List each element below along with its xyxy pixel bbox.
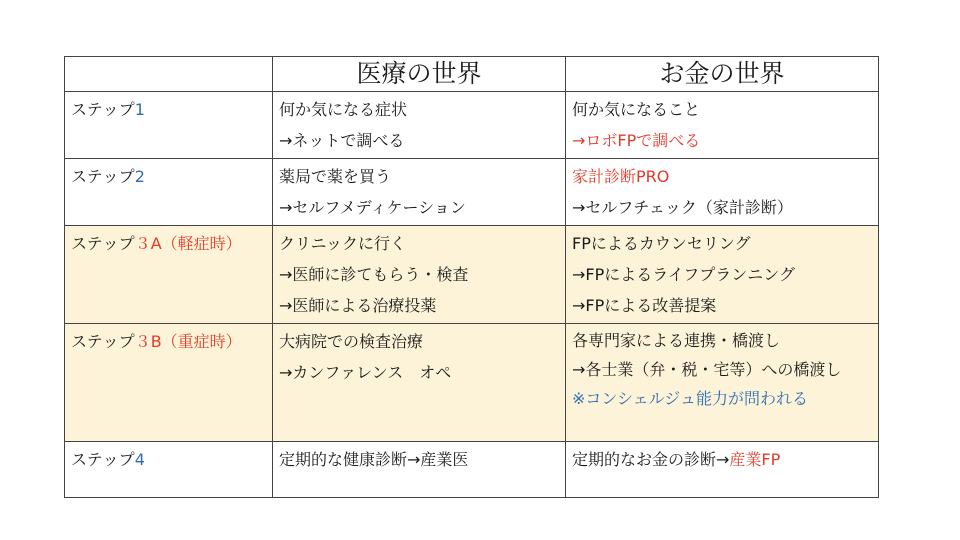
money-cell — [566, 159, 879, 226]
header-medical: 医療の世界 — [273, 57, 566, 92]
money-line: →FPによる改善提案 — [572, 296, 717, 315]
medical-line: 定期的な健康診断→産業医 — [279, 450, 469, 469]
step-label-cell — [65, 226, 273, 324]
money-line — [572, 444, 872, 475]
header-row — [65, 57, 879, 92]
money-line: FPによるカウンセリング — [572, 234, 751, 253]
step-number: ３B（重症時） — [134, 332, 242, 351]
medical-cell — [273, 442, 566, 498]
comparison-table — [64, 56, 879, 498]
money-cell — [566, 226, 879, 324]
money-line: 何か気になること — [572, 100, 701, 119]
medical-line: →ネットで調べる — [279, 131, 405, 150]
money-line-highlight: 家計診断PRO — [572, 167, 670, 186]
money-line: →FPによるライフプランニング — [572, 265, 795, 284]
step-label: ステップ — [71, 234, 135, 253]
money-cell — [566, 442, 879, 498]
table-row — [65, 92, 879, 159]
header-money: お金の世界 — [566, 57, 879, 92]
step-label: ステップ — [71, 450, 135, 469]
step-number: 2 — [134, 167, 145, 186]
step-label: ステップ — [71, 167, 135, 186]
medical-cell — [273, 226, 566, 324]
money-line: →各士業（弁・税・宅等）への橋渡し — [572, 360, 842, 379]
money-text: 定期的なお金の診断→ — [572, 450, 730, 469]
money-cell — [566, 92, 879, 159]
money-cell — [566, 324, 879, 442]
money-text-highlight: 産業FP — [729, 450, 781, 469]
header-blank-cell — [65, 57, 273, 92]
table-row-highlighted — [65, 226, 879, 324]
medical-line: クリニックに行く — [279, 234, 407, 253]
medical-line: 大病院での検査治療 — [279, 332, 424, 351]
money-line: →セルフチェック（家計診断） — [572, 198, 793, 217]
medical-line: →カンファレンス オペ — [279, 363, 452, 382]
step-label: ステップ — [71, 100, 135, 119]
step-label-cell — [65, 442, 273, 498]
medical-line: →医師に診てもらう・検査 — [279, 265, 469, 284]
medical-cell — [273, 324, 566, 442]
medical-line: 薬局で薬を買う — [279, 167, 392, 186]
step-label-cell — [65, 159, 273, 226]
step-number: ３A（軽症時） — [134, 234, 242, 253]
medical-line: →医師による治療投薬 — [279, 296, 437, 315]
step-label-cell — [65, 92, 273, 159]
table-row — [65, 159, 879, 226]
medical-cell — [273, 159, 566, 226]
medical-cell — [273, 92, 566, 159]
table-row-highlighted — [65, 324, 879, 442]
money-line: 各専門家による連携・橋渡し — [572, 331, 781, 350]
medical-line: 何か気になる症状 — [279, 100, 408, 119]
medical-line: →セルフメディケーション — [279, 198, 466, 217]
money-line-highlight: →ロボFPで調べる — [572, 131, 701, 150]
table-row — [65, 442, 879, 498]
money-line-note: ※コンシェルジュ能力が問われる — [572, 389, 808, 408]
step-number: 4 — [134, 450, 145, 469]
step-label: ステップ — [71, 332, 135, 351]
step-number: 1 — [134, 100, 145, 119]
step-label-cell — [65, 324, 273, 442]
